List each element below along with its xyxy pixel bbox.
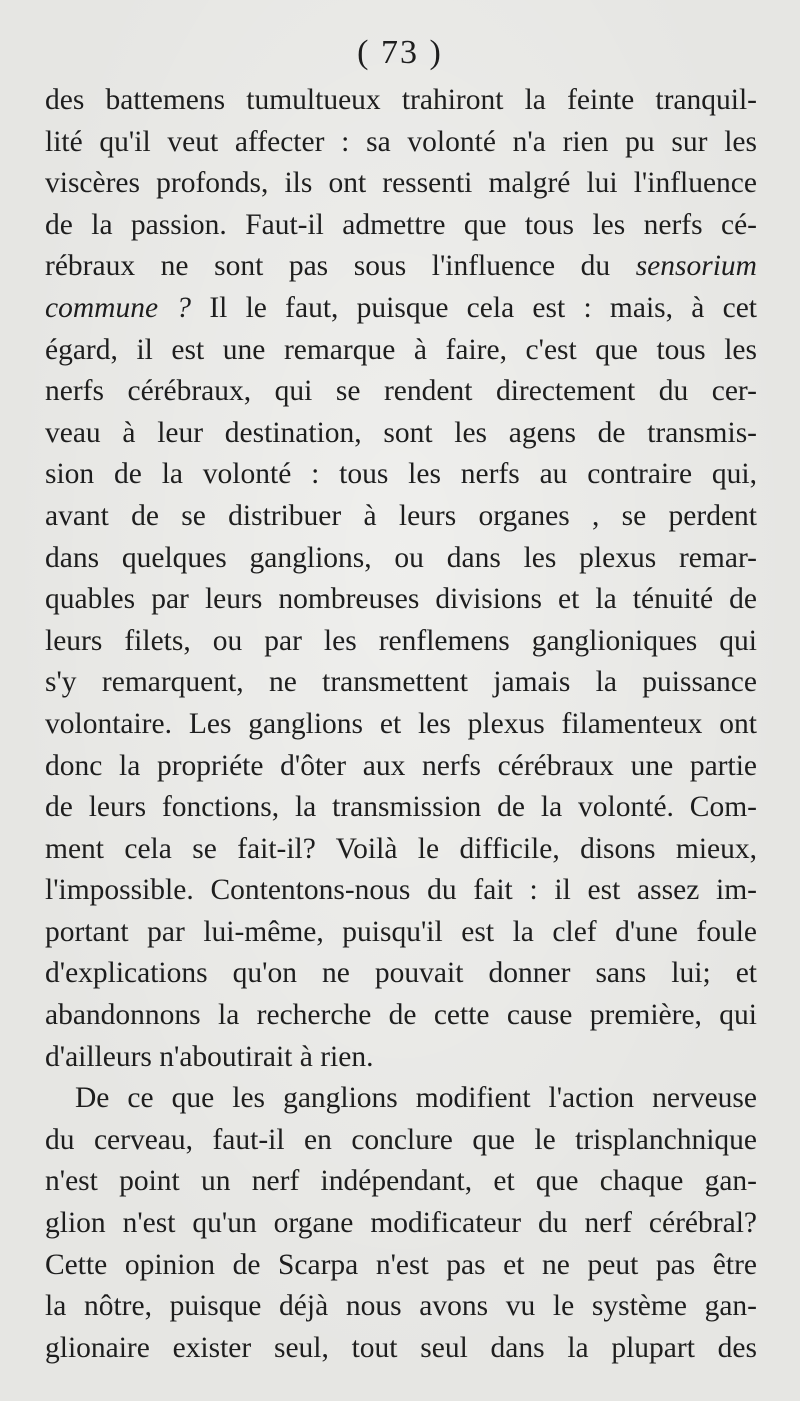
text-line	[45, 122, 757, 164]
text-line	[45, 538, 757, 580]
text-line	[45, 1203, 757, 1245]
text-line	[45, 1286, 757, 1328]
line-text: leurs filets, ou par les renflemens ganglioniques qui	[45, 624, 757, 657]
line-text: viscères profonds, ils ont ressenti malgré lui l'influence	[45, 167, 757, 200]
text-line	[45, 1120, 757, 1162]
text-line	[45, 1161, 757, 1203]
text-line	[45, 163, 757, 205]
text-line	[45, 912, 757, 954]
text-line	[45, 787, 757, 829]
text-line	[45, 496, 757, 538]
text-line	[45, 1078, 757, 1120]
text-line	[45, 953, 757, 995]
line-text: d'explications qu'on ne pouvait donner sans lui; et	[45, 957, 757, 990]
italic-text: commune ?	[45, 291, 192, 324]
text-line	[45, 80, 757, 122]
line-text: s'y remarquent, ne transmettent jamais la puissance	[45, 666, 757, 699]
line-text: Cette opinion de Scarpa n'est pas et ne peut pas être	[45, 1248, 757, 1281]
text-line	[45, 288, 757, 330]
text-line	[45, 330, 757, 372]
line-text: d'ailleurs n'aboutirait à rien.	[45, 1040, 374, 1073]
line-text: quables par leurs nombreuses divisions et la ténuité de	[45, 583, 757, 616]
line-text: du cerveau, faut-il en conclure que le trisplanchnique	[45, 1123, 757, 1156]
line-text: ment cela se fait-il? Voilà le difficile, disons mieux,	[45, 832, 757, 865]
line-text: glion n'est qu'un organe modificateur du nerf cérébral?	[45, 1207, 757, 1240]
line-text: de la passion. Faut-il admettre que tous les nerfs cé-	[45, 208, 757, 241]
text-line	[45, 870, 757, 912]
line-text: l'impossible. Contentons-nous du fait : il est assez im-	[45, 874, 757, 907]
line-text: la nôtre, puisque déjà nous avons vu le système gan-	[45, 1290, 757, 1323]
line-text: des battemens tumultueux trahiront la feinte tranquil-	[45, 84, 757, 116]
body-text	[45, 80, 757, 1369]
line-text: nerfs cérébraux, qui se rendent directement du cer-	[45, 375, 757, 408]
line-text: glionaire exister seul, tout seul dans la plupart des	[45, 1331, 757, 1364]
text-line	[45, 829, 757, 871]
text-line	[45, 1245, 757, 1287]
text-line	[45, 413, 757, 455]
text-line	[45, 621, 757, 663]
line-text: avant de se distribuer à leurs organes , se perdent	[45, 499, 757, 532]
line-text: donc la propriéte d'ôter aux nerfs cérébraux une partie	[45, 749, 757, 782]
text-line	[45, 205, 757, 247]
text-line	[45, 579, 757, 621]
line-text: volontaire. Les ganglions et les plexus filamenteux ont	[45, 707, 757, 740]
line-text: abandonnons la recherche de cette cause première, qui	[45, 999, 757, 1032]
line-text: dans quelques ganglions, ou dans les plexus remar-	[45, 541, 757, 574]
text-line	[45, 662, 757, 704]
line-text: lité qu'il veut affecter : sa volonté n'a rien pu sur les	[45, 125, 757, 158]
line-text: De ce que les ganglions modifient l'action nerveuse	[75, 1082, 757, 1115]
line-text: rébraux ne sont pas sous l'influence du	[45, 250, 636, 283]
line-text: portant par lui-même, puisqu'il est la clef d'une foule	[45, 915, 757, 948]
text-line	[45, 746, 757, 788]
italic-text: sensorium	[635, 250, 757, 283]
text-line	[45, 995, 757, 1037]
line-text: sion de la volonté : tous les nerfs au contraire qui,	[45, 458, 757, 491]
line-text: égard, il est une remarque à faire, c'est que tous les	[45, 333, 757, 366]
text-line	[45, 246, 757, 288]
text-line	[45, 371, 757, 413]
line-text: de leurs fonctions, la transmission de la volonté. Com-	[45, 791, 757, 824]
line-text: Il le faut, puisque cela est : mais, à cet	[191, 291, 758, 324]
text-line	[45, 1328, 757, 1370]
text-line	[45, 1037, 757, 1079]
line-text: veau à leur destination, sont les agens de transmis-	[45, 416, 757, 449]
text-line	[45, 704, 757, 746]
line-text: n'est point un nerf indépendant, et que chaque gan-	[45, 1165, 757, 1198]
text-line	[45, 454, 757, 496]
page-number: ( 73 )	[357, 34, 443, 71]
